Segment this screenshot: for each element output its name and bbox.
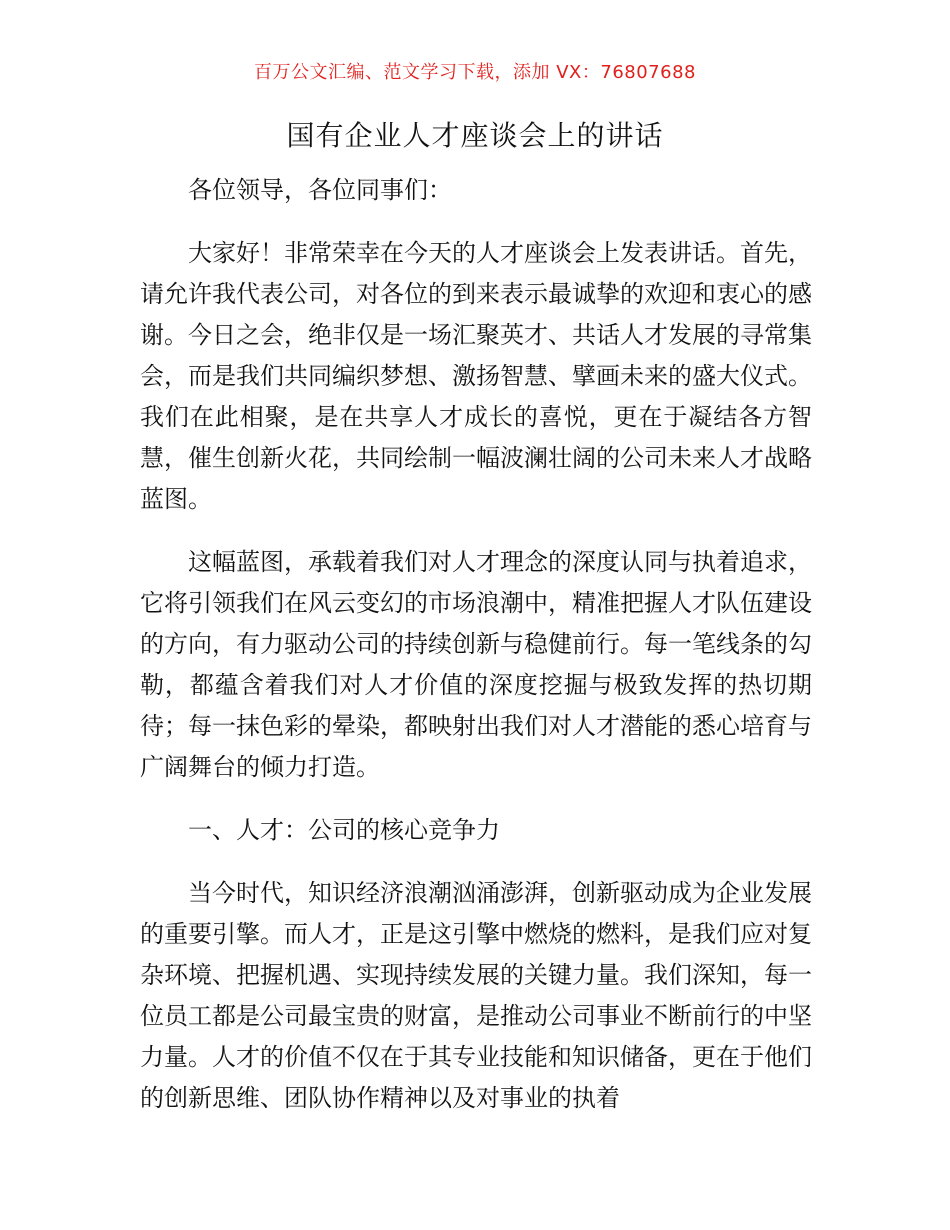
paragraph-3: 当今时代，知识经济浪潮汹涌澎湃，创新驱动成为企业发展的重要引擎。而人才，正是这引擎中燃烧的燃料，是我们应对复杂环境、把握机遇、实现持续发展的关键力量。我们深知，每一位员工都是公司最宝贵的财富，是推动公司事业不断前行的中坚力量。人才的价值不仅在于其专业技能和知识储备，更在于他们的创新思维、团队协作精神以及对事业的执着 (140, 879, 812, 1112)
document-body (140, 170, 812, 1141)
download-notice: 百万公文汇编、范文学习下载，添加 VX：76807688 (254, 62, 696, 83)
salutation: 各位领导，各位同事们： (188, 176, 452, 204)
document-title: 国有企业人才座谈会上的讲话 (286, 119, 664, 152)
section-heading-1: 一、人才：公司的核心竞争力 (188, 816, 500, 844)
paragraph-2: 这幅蓝图，承载着我们对人才理念的深度认同与执着追求，它将引领我们在风云变幻的市场浪潮中，精准把握人才队伍建设的方向，有力驱动公司的持续创新与稳健前行。每一笔线条的勾勒，都蕴含着我们对人才价值的深度挖掘与极致发挥的热切期待；每一抹色彩的晕染，都映射出我们对人才潜能的悉心培育与广阔舞台的倾力打造。 (140, 548, 812, 781)
paragraph-1: 大家好！非常荣幸在今天的人才座谈会上发表讲话。首先，请允许我代表公司，对各位的到来表示最诚挚的欢迎和衷心的感谢。今日之会，绝非仅是一场汇聚英才、共话人才发展的寻常集会，而是我们共同编织梦想、激扬智慧、擘画未来的盛大仪式。我们在此相聚，是在共享人才成长的喜悦，更在于凝结各方智慧，催生创新火花，共同绘制一幅波澜壮阔的公司未来人才战略蓝图。 (140, 239, 812, 513)
